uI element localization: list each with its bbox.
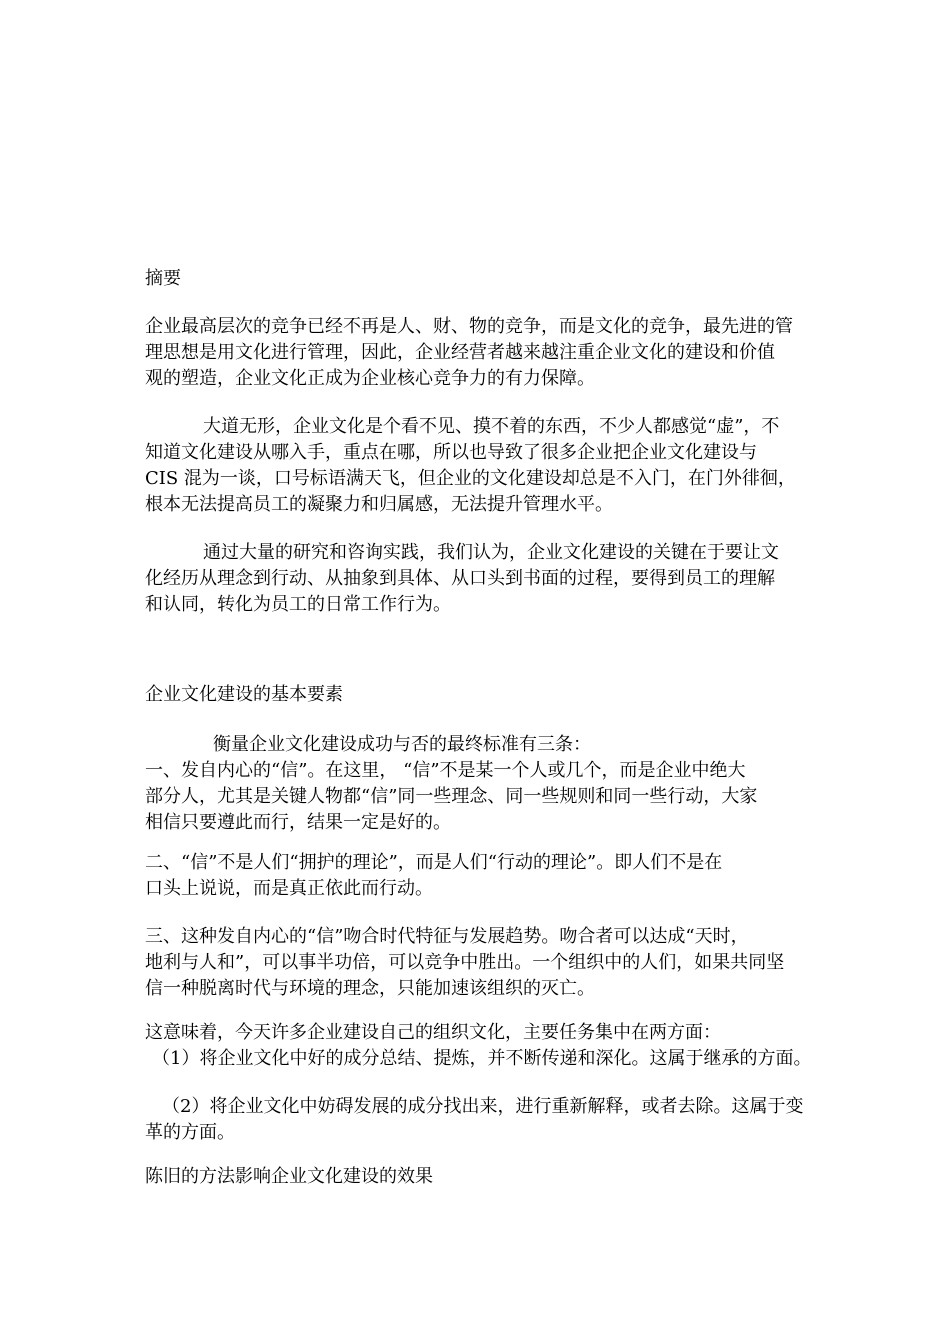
abstract-paragraph-3 bbox=[145, 540, 825, 618]
text-line: 化经历从理念到行动、从抽象到具体、从口头到书面的过程，要得到员工的理解 bbox=[145, 568, 775, 589]
criteria-intro bbox=[145, 732, 825, 758]
text-line: （2）将企业文化中妨碍发展的成分找出来，进行重新解释，或者去除。这属于变 bbox=[162, 1096, 804, 1117]
meaning-intro bbox=[145, 1020, 825, 1072]
text-line: 大道无形，企业文化是个看不见、摸不着的东西，不少人都感觉“虚”，不 bbox=[203, 416, 780, 437]
text-line: 这意味着，今天许多企业建设自己的组织文化，主要任务集中在两方面： bbox=[145, 1022, 721, 1043]
abstract-heading-text: 摘要 bbox=[145, 268, 181, 289]
abstract-paragraph-1 bbox=[145, 314, 825, 392]
text-line: 理思想是用文化进行管理，因此，企业经营者越来越注重企业文化的建设和价值 bbox=[145, 342, 775, 363]
text-line: 知道文化建设从哪入手，重点在哪，所以也导致了很多企业把企业文化建设与 bbox=[145, 442, 757, 463]
abstract-heading bbox=[145, 266, 825, 292]
task-item-1: （1）将企业文化中好的成分总结、提炼，并不断传递和深化。这属于继承的方面。 bbox=[152, 1048, 812, 1069]
text-line: 相信只要遵此而行，结果一定是好的。 bbox=[145, 812, 451, 833]
text-line: 企业最高层次的竞争已经不再是人、财、物的竞争，而是文化的竞争，最先进的管 bbox=[145, 316, 793, 337]
closing-heading-text: 陈旧的方法影响企业文化建设的效果 bbox=[145, 1166, 433, 1187]
text-line: 革的方面。 bbox=[145, 1122, 235, 1143]
text-line: 和认同，转化为员工的日常工作行为。 bbox=[145, 594, 451, 615]
text-line: 一、发自内心的“信”。在这里， “信”不是某一个人或几个，而是企业中绝大 bbox=[145, 760, 746, 781]
section-heading-text: 企业文化建设的基本要素 bbox=[145, 684, 343, 705]
text-line: 通过大量的研究和咨询实践，我们认为，企业文化建设的关键在于要让文 bbox=[203, 542, 779, 563]
text-line: 口头上说说，而是真正依此而行动。 bbox=[145, 878, 433, 899]
section-heading bbox=[145, 682, 825, 708]
text-line: 三、这种发自内心的“信”吻合时代特征与发展趋势。吻合者可以达成“天时， bbox=[145, 926, 749, 947]
text-line: 根本无法提高员工的凝聚力和归属感，无法提升管理水平。 bbox=[145, 494, 613, 515]
text-line: 观的塑造，企业文化正成为企业核心竞争力的有力保障。 bbox=[145, 368, 595, 389]
criteria-item-2 bbox=[145, 850, 825, 902]
criteria-item-1 bbox=[145, 758, 825, 836]
text-line: 衡量企业文化建设成功与否的最终标准有三条： bbox=[213, 734, 591, 755]
task-item-2 bbox=[145, 1094, 825, 1146]
closing-heading bbox=[145, 1164, 825, 1190]
text-line: 信一种脱离时代与环境的理念，只能加速该组织的灭亡。 bbox=[145, 978, 595, 999]
text-line: 二、“信”不是人们“拥护的理论”，而是人们“行动的理论”。即人们不是在 bbox=[145, 852, 723, 873]
abstract-paragraph-2 bbox=[145, 414, 825, 518]
criteria-item-3 bbox=[145, 924, 825, 1002]
text-line: 部分人，尤其是关键人物都“信”同一些理念、同一些规则和同一些行动，大家 bbox=[145, 786, 758, 807]
text-line: CIS 混为一谈，口号标语满天飞，但企业的文化建设却总是不入门，在门外徘徊， bbox=[145, 468, 796, 489]
text-line: 地利与人和”，可以事半功倍，可以竞争中胜出。一个组织中的人们，如果共同坚 bbox=[145, 952, 785, 973]
